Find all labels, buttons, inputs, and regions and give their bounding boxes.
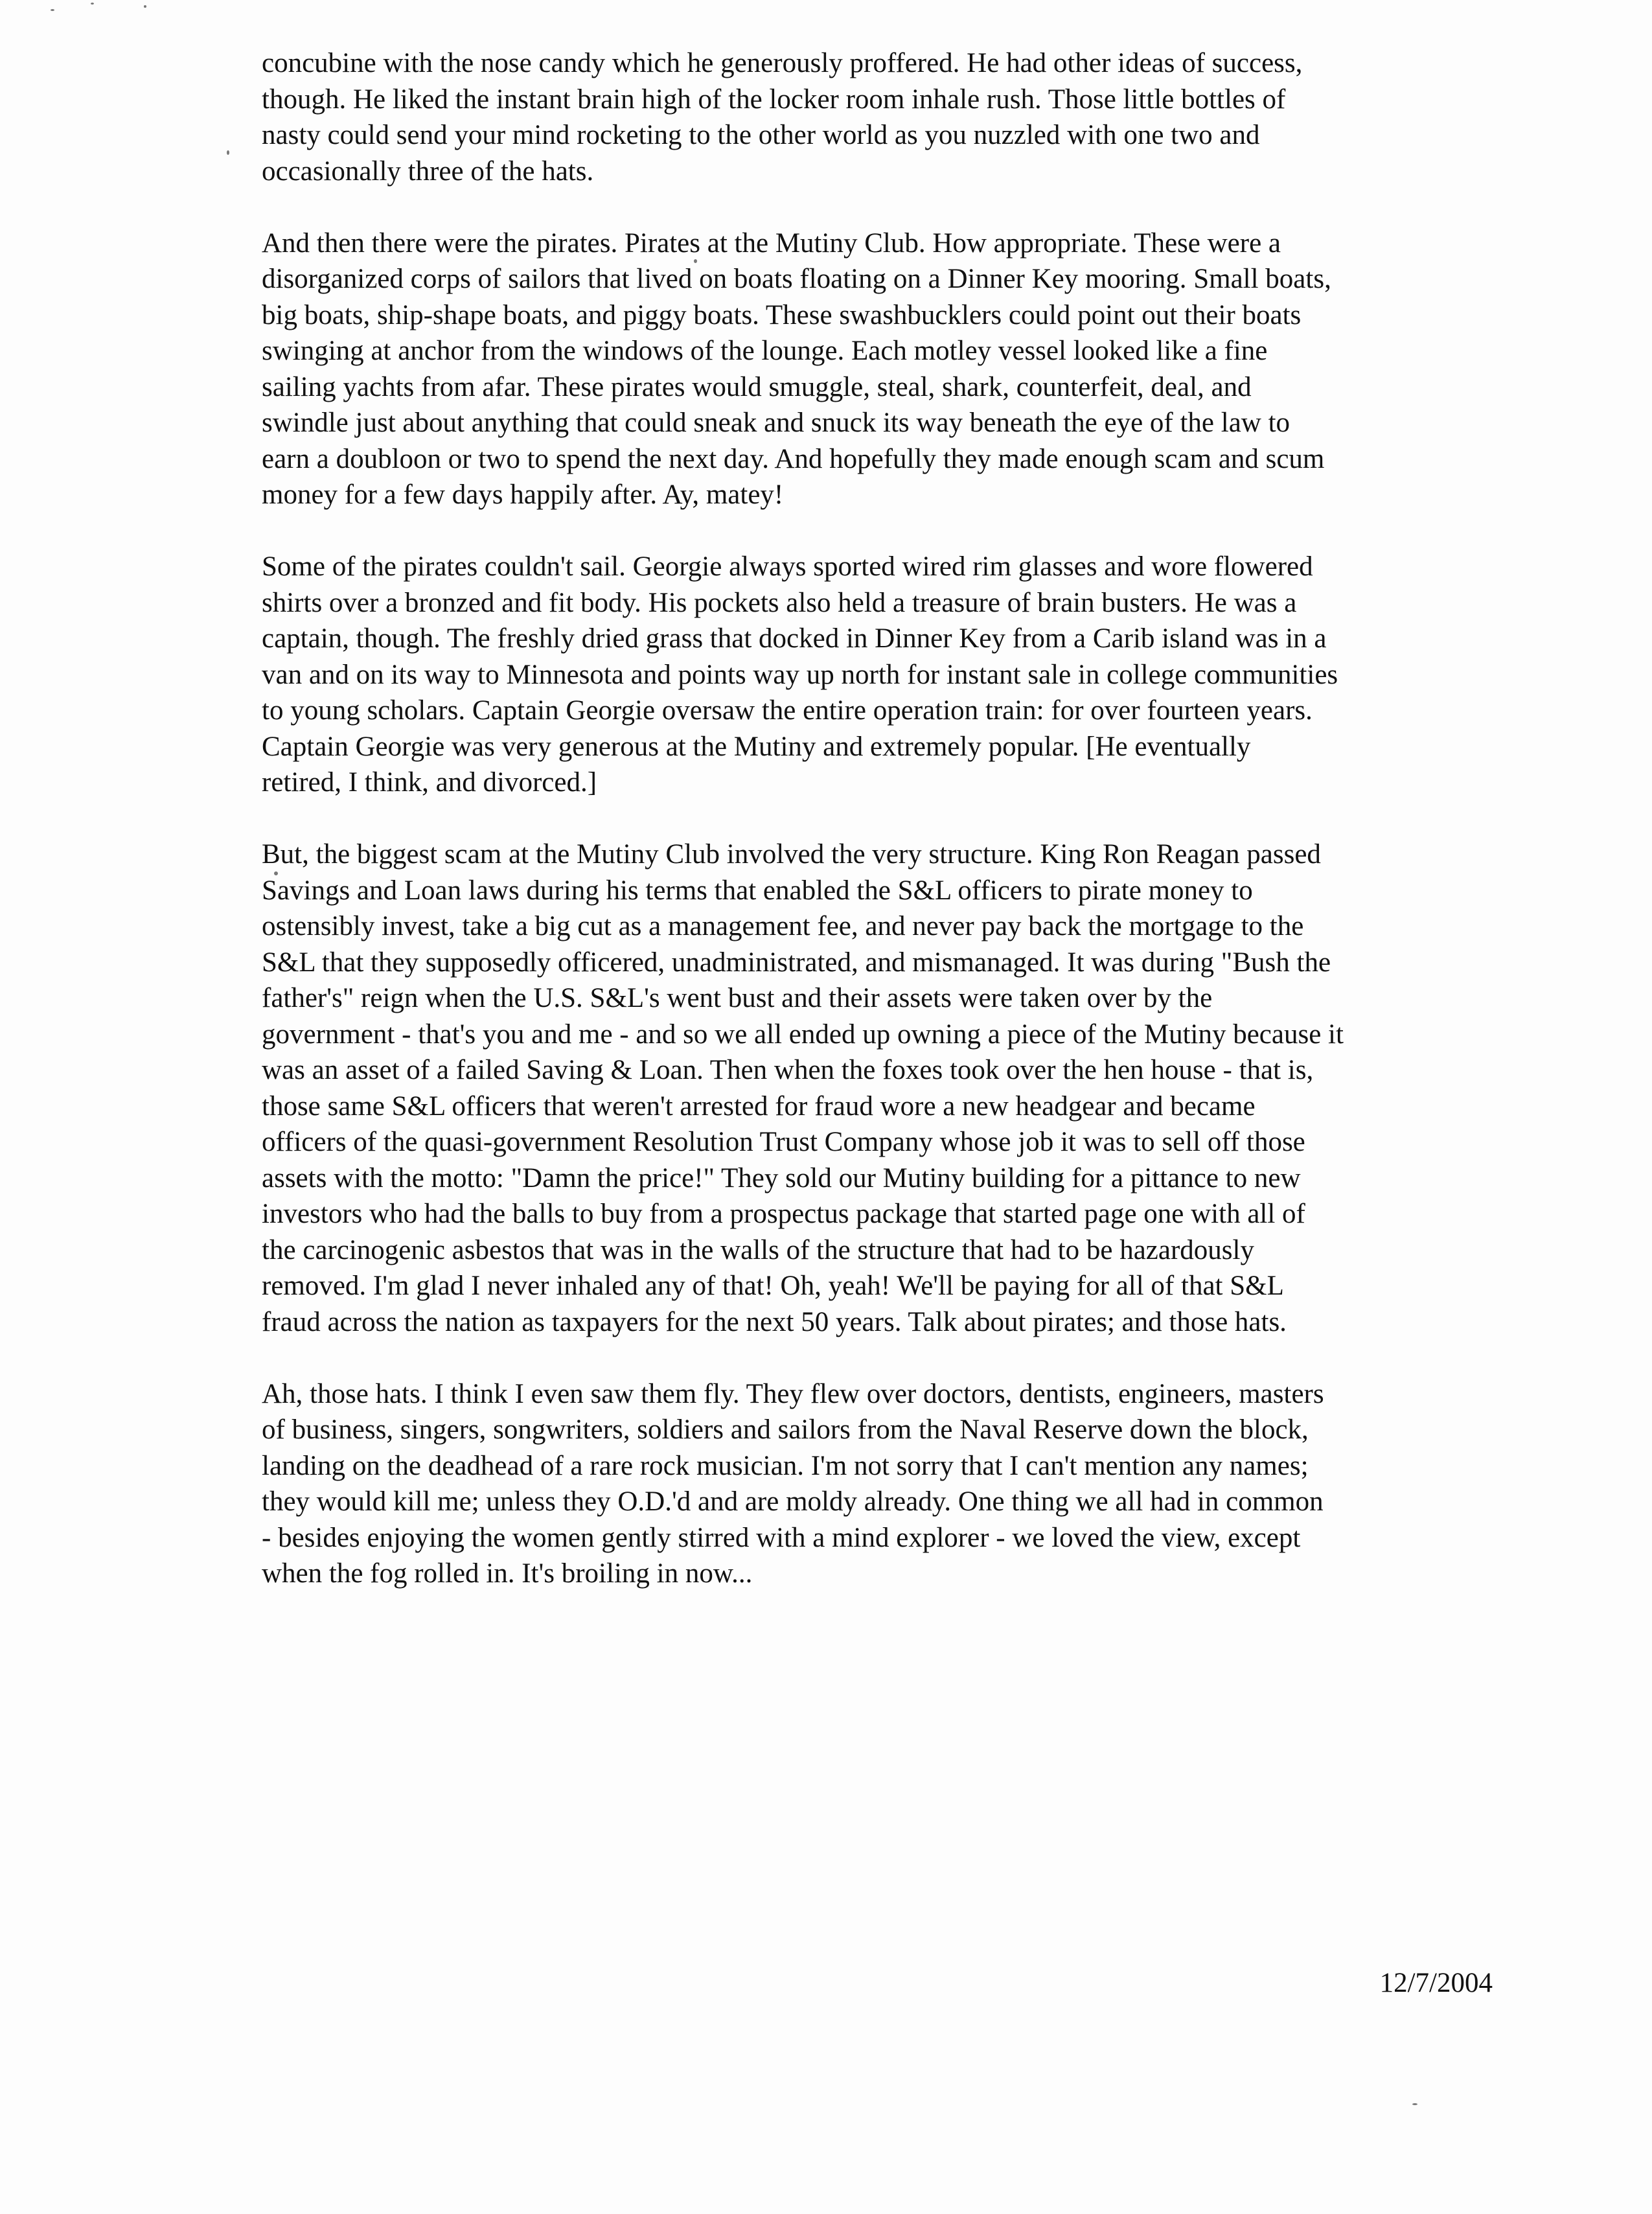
text-line: officers of the quasi-government Resolution Trust Company whose job it was to sell off those (262, 1127, 1305, 1157)
text-line: occasionally three of the hats. (262, 156, 594, 187)
text-line: sailing yachts from afar. These pirates would smuggle, steal, shark, counterfeit, deal, and (262, 371, 1252, 402)
paragraph-2 (262, 225, 1551, 513)
paragraph-1 (262, 45, 1551, 189)
paragraph-3 (262, 549, 1551, 801)
text-line: swindle just about anything that could sneak and snuck its way beneath the eye of the law to (262, 408, 1291, 438)
text-line: And then there were the pirates. Pirates at the Mutiny Club. How appropriate. These were a (262, 227, 1281, 259)
paragraph-5 (262, 1376, 1551, 1592)
text-line: assets with the motto: "Damn the price!" They sold our Mutiny building for a pittance to new (262, 1162, 1301, 1193)
text-line: was an asset of a failed Saving & Loan. Then when the foxes took over the hen house - that is, (262, 1055, 1314, 1085)
text-line: Ah, those hats. I think I even saw them fly. They flew over doctors, dentists, engineers, masters (262, 1378, 1324, 1409)
scan-speck (227, 150, 229, 155)
text-line: Savings and Loan laws during his terms that enabled the S&L officers to pirate money to (262, 875, 1253, 906)
text-line: the carcinogenic asbestos that was in the walls of the structure that had to be hazardously (262, 1234, 1254, 1265)
text-line: earn a doubloon or two to spend the next day. And hopefully they made enough scam and scum (262, 443, 1325, 474)
text-line: removed. I'm glad I never inhaled any of that! Oh, yeah! We'll be paying for all of that S&L (262, 1271, 1284, 1301)
text-line: ostensibly invest, take a big cut as a management fee, and never pay back the mortgage to the (262, 911, 1304, 941)
text-line: concubine with the nose candy which he generously proffered. He had other ideas of success, (262, 48, 1303, 78)
text-line: big boats, ship-shape boats, and piggy boats. These swashbucklers could point out their boats (262, 299, 1302, 330)
text-line: father's" reign when the U.S. S&L's went bust and their assets were taken over by the (262, 983, 1213, 1013)
text-line: investors who had the balls to buy from a prospectus package that started page one with all of (262, 1199, 1305, 1229)
text-line: Captain Georgie was very generous at the Mutiny and extremely popular. [He eventually (262, 731, 1251, 762)
text-line: But, the biggest scam at the Mutiny Club involved the very structure. King Ron Reagan passed (262, 839, 1321, 870)
scan-speck (1412, 2103, 1417, 2105)
text-line: captain, though. The freshly dried grass that docked in Dinner Key from a Carib island was in a (262, 623, 1327, 654)
text-line: Some of the pirates couldn't sail. Georgie always sported wired rim glasses and wore flowered (262, 551, 1313, 582)
text-line: - besides enjoying the women gently stirred with a mind explorer - we loved the view, except (262, 1522, 1301, 1553)
paragraph-4 (262, 836, 1551, 1340)
text-line: those same S&L officers that weren't arrested for fraud wore a new headgear and became (262, 1090, 1256, 1122)
text-line: shirts over a bronzed and fit body. His pockets also held a treasure of brain busters. He was a (262, 587, 1297, 618)
text-line: though. He liked the instant brain high of the locker room inhale rush. Those little bottles of (262, 84, 1286, 115)
text-line: retired, I think, and divorced.] (262, 767, 597, 798)
text-line: money for a few days happily after. Ay, matey! (262, 479, 784, 510)
text-line: to young scholars. Captain Georgie oversaw the entire operation train: for over fourteen years. (262, 695, 1313, 726)
scan-speck (51, 9, 54, 11)
text-line: of business, singers, songwriters, soldiers and sailors from the Naval Reserve down the block, (262, 1414, 1309, 1445)
scan-speck (91, 3, 94, 5)
text-line: landing on the deadhead of a rare rock musician. I'm not sorry that I can't mention any names; (262, 1450, 1309, 1481)
scan-speck (694, 259, 697, 263)
scan-speck (144, 5, 146, 8)
text-line: government - that's you and me - and so we all ended up owning a piece of the Mutiny because it (262, 1019, 1344, 1050)
text-line: disorganized corps of sailors that lived on boats floating on a Dinner Key mooring. Small boats, (262, 264, 1331, 294)
document-body (262, 45, 1551, 1628)
text-line: fraud across the nation as taxpayers for the next 50 years. Talk about pirates; and those hats. (262, 1306, 1287, 1337)
text-line: they would kill me; unless they O.D.'d and are moldy already. One thing we all had in common (262, 1486, 1324, 1517)
text-line: van and on its way to Minnesota and points way up north for instant sale in college communities (262, 659, 1338, 690)
text-line: nasty could send your mind rocketing to the other world as you nuzzled with one two and (262, 120, 1260, 150)
scan-speck (274, 871, 278, 875)
text-line: S&L that they supposedly officered, unadministrated, and mismanaged. It was during "Bush the (262, 947, 1331, 978)
text-line: when the fog rolled in. It's broiling in now... (262, 1558, 753, 1589)
document-date: 12/7/2004 (1379, 1968, 1493, 1998)
text-line: swinging at anchor from the windows of the lounge. Each motley vessel looked like a fine (262, 336, 1268, 366)
